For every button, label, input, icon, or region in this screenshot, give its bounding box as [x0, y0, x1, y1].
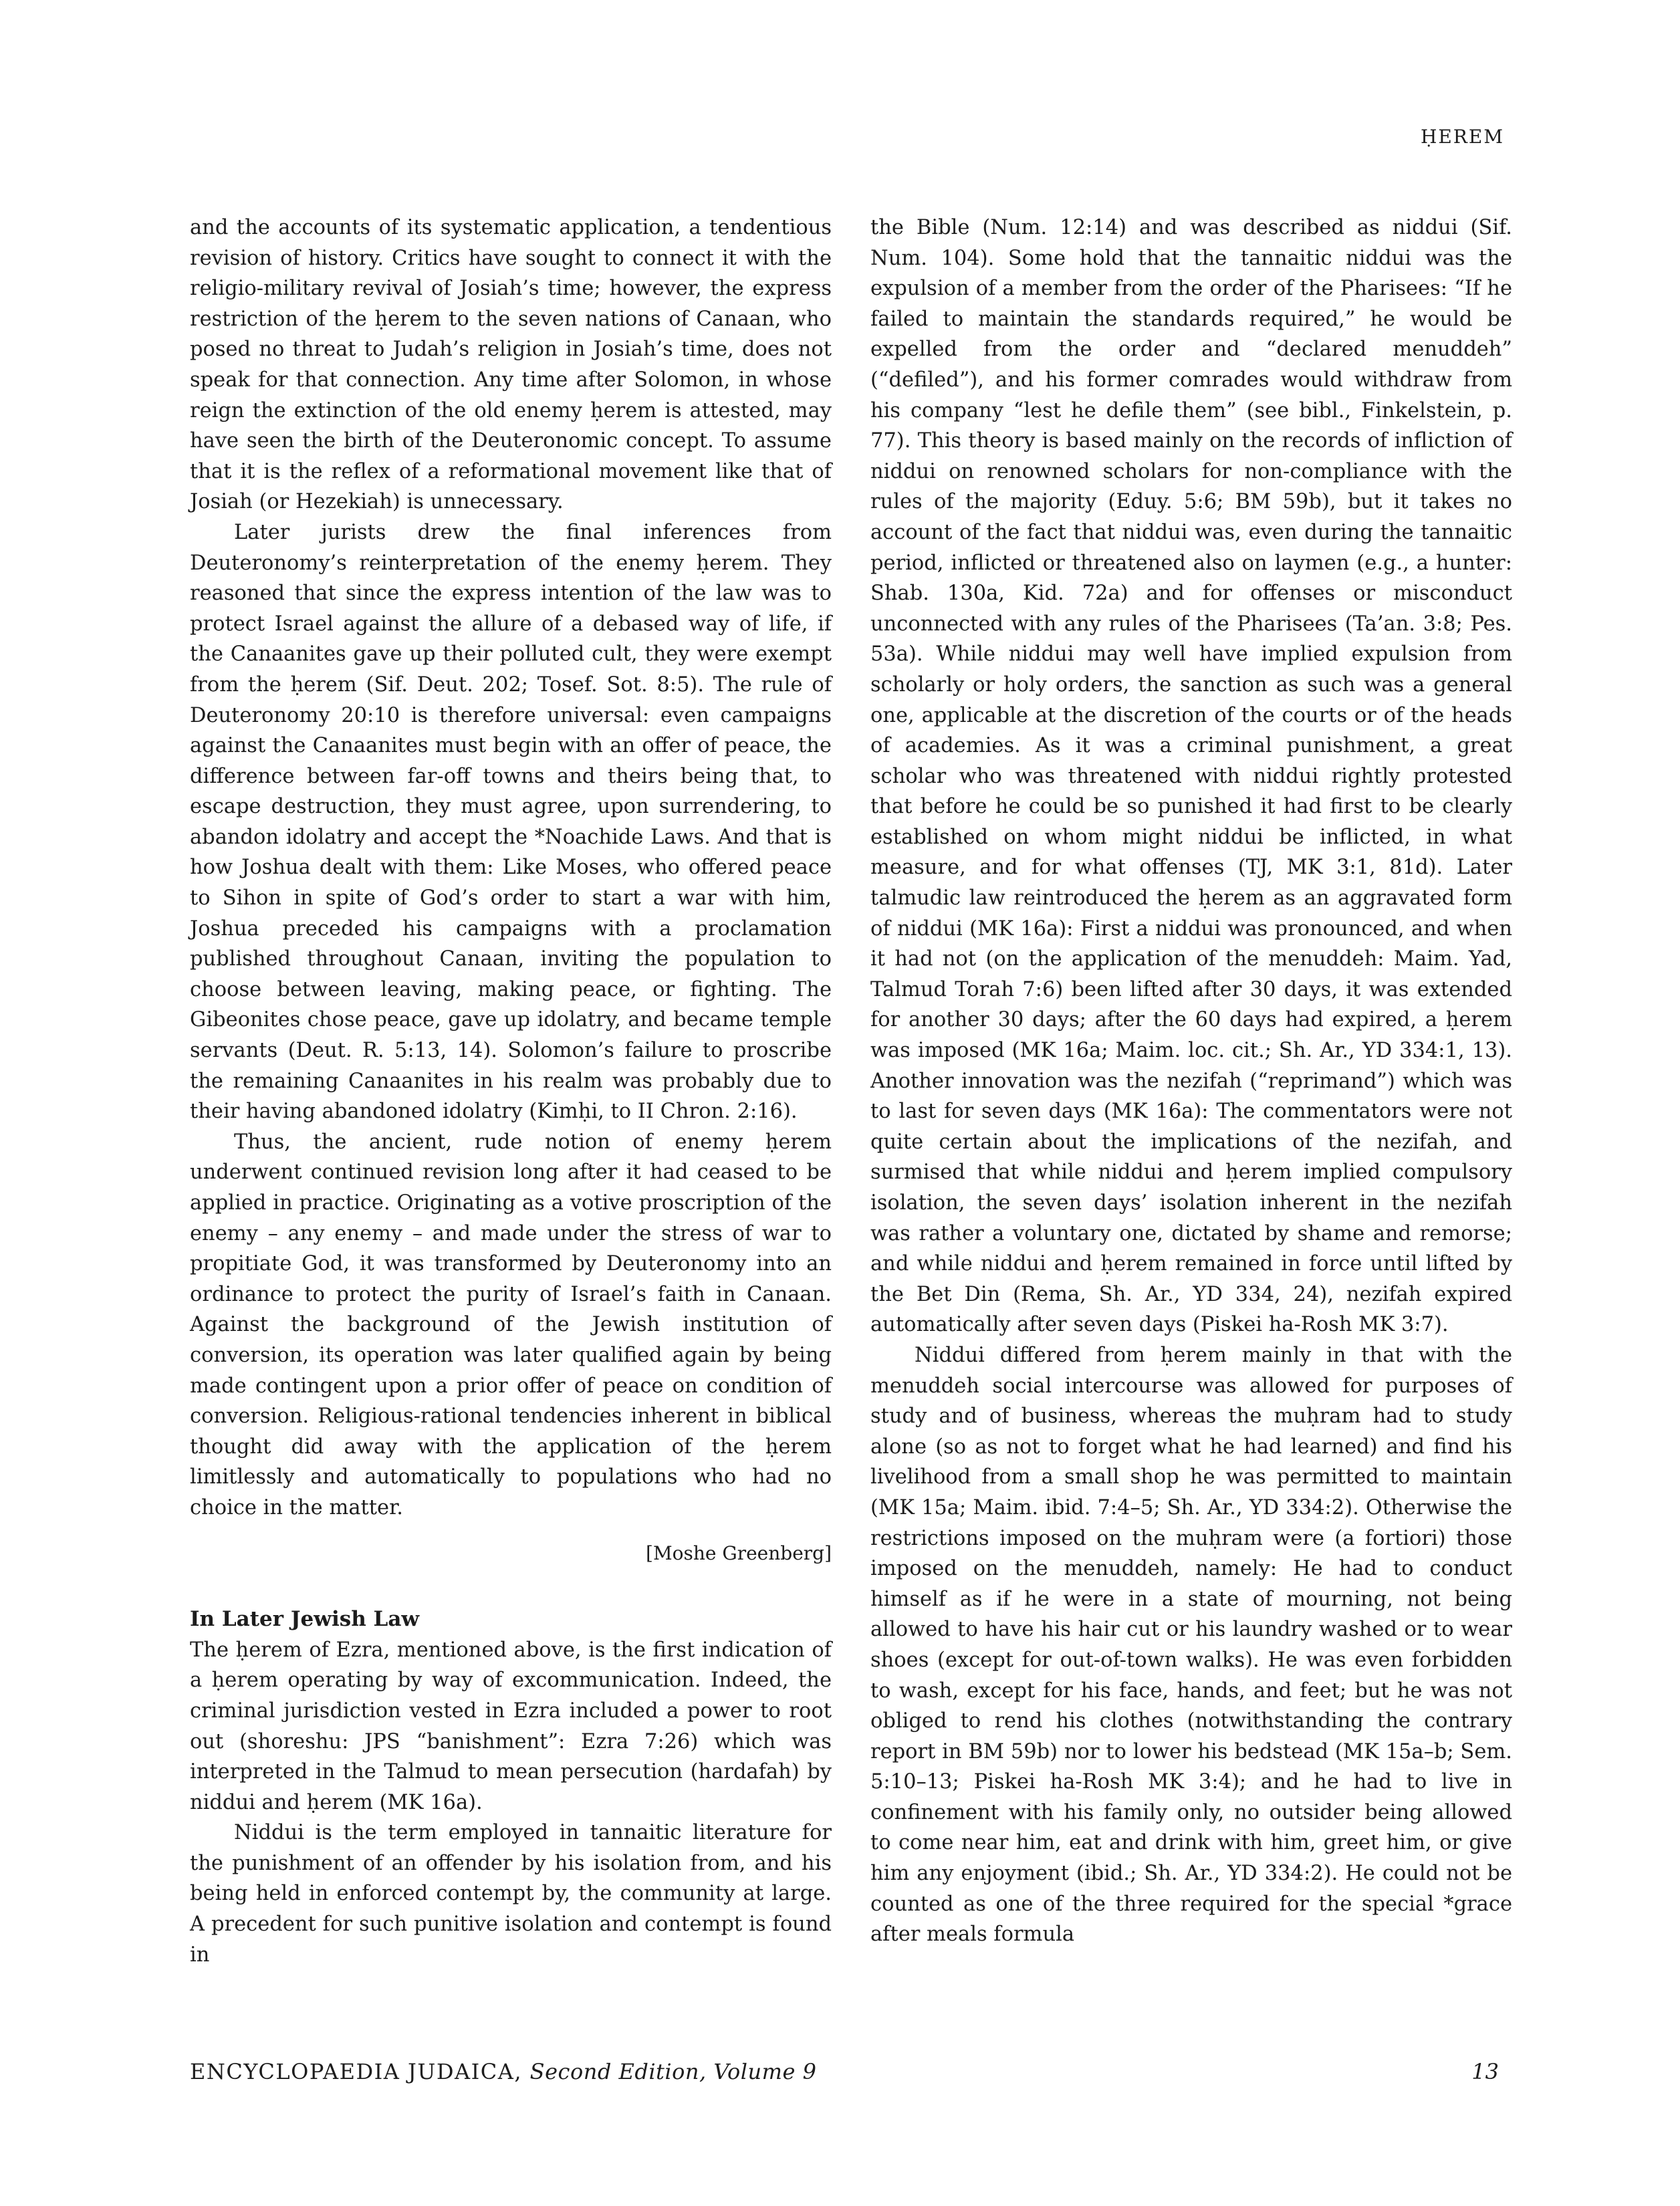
- paragraph: and the accounts of its systematic application, a tendentious revision of history. Critics have sought to connect it with the religio-military revival of Josiah’s time; however, the express restriction of the ḥerem to the seven nations of Canaan, who posed no threat to Judah’s religion in Josiah’s time, does not speak for that connection. Any time after Solomon, in whose reign the extinction of the old enemy ḥerem is attested, may have seen the birth of the Deuteronomic concept. To assume that it is the reflex of a reformational movement like that of Josiah (or Hezekiah) is unnecessary.: [190, 216, 832, 514]
- author-signature: [Moshe Greenberg]: [646, 1542, 832, 1564]
- paragraph: Thus, the ancient, rude notion of enemy ḥerem underwent continued revision long after it had ceased to be applied in practice. Originating as a votive proscription of the enemy – any enemy – and made under the stress of war to propitiate God, it was transformed by Deuteronomy into an ordinance to protect the purity of Israel’s faith in Canaan. Against the background of the Jewish institution of conversion, its operation was later qualified again by being made contingent upon a prior offer of peace on condition of conversion. Religious-rational tendencies inherent in biblical thought did away with the application of the ḥerem limitlessly and automatically to populations who had no choice in the matter.: [190, 1130, 832, 1519]
- page-number: 13: [1471, 2059, 1499, 2084]
- publication-title: ENCYCLOPAEDIA JUDAICA,: [190, 2059, 522, 2084]
- edition-volume: Second Edition, Volume 9: [529, 2059, 817, 2084]
- left-column: [190, 213, 832, 1970]
- paragraph: the Bible (Num. 12:14) and was described as niddui (Sif. Num. 104). Some hold that the tannaitic niddui was the expulsion of a member from the order of the Pharisees: “If he failed to maintain the standards required,” he would be expelled from the order and “declared menuddeh” (“defiled”), and his former comrades would withdraw from his company “lest he defile them” (see bibl., Finkelstein, p. 77). This theory is based mainly on the records of infliction of niddui on renowned scholars for non-compliance with the rules of the majority (Eduy. 5:6; BM 59b), but it takes no account of the fact that niddui was, even during the tannaitic period, inflicted or threatened also on laymen (e.g., a hunter: Shab. 130a, Kid. 72a) and for offenses or misconduct unconnected with any rules of the Pharisees (Ta’an. 3:8; Pes. 53a). While niddui may well have implied expulsion from scholarly or holy orders, the sanction as such was a general one, applicable at the discretion of the courts or of the heads of academies. As it was a criminal punishment, a great scholar who was threatened with niddui rightly protested that before he could be so punished it had first to be clearly established on whom might niddui be inflicted, in what measure, and for what offenses (TJ, MK 3:1, 81d). Later talmudic law reintroduced the ḥerem as an aggravated form of niddui (MK 16a): First a niddui was pronounced, and when it had not (on the application of the menuddeh: Maim. Yad, Talmud Torah 7:6) been lifted after 30 days, it was extended for another 30 days; after the 60 days had expired, a ḥerem was imposed (MK 16a; Maim. loc. cit.; Sh. Ar., YD 334:1, 13). Another innovation was the nezifah (“reprimand”) which was to last for seven days (MK 16a): The commentators were not quite certain about the implications of the nezifah, and surmised that while niddui and ḥerem implied compulsory isolation, the seven days’ isolation inherent in the nezifah was rather a voluntary one, dictated by shame and remorse; and while niddui and ḥerem remained in force until lifted by the Bet Din (Rema, Sh. Ar., YD 334, 24), nezifah expired automatically after seven days (Piskei ha-Rosh MK 3:7).: [870, 216, 1512, 1337]
- right-column: [870, 213, 1512, 1950]
- running-head: ḤEREM: [1420, 126, 1504, 148]
- paragraph: Niddui is the term employed in tannaitic literature for the punishment of an offender by his isolation from, and his being held in enforced contempt by, the community at large. A precedent for such punitive isolation and contempt is found in: [190, 1821, 832, 1967]
- paragraph: The ḥerem of Ezra, mentioned above, is the first indication of a ḥerem operating by way of excommunication. Indeed, the criminal jurisdiction vested in Ezra included a power to root out (shoreshu: JPS “banishment”: Ezra 7:26) which was interpreted in the Talmud to mean persecution (hardafah) by niddui and ḥerem (MK 16a).: [190, 1638, 832, 1814]
- section-heading: In Later Jewish Law: [190, 1607, 420, 1632]
- footer-publication: [190, 2059, 816, 2084]
- paragraph: Later jurists drew the final inferences from Deuteronomy’s reinterpretation of the enemy ḥerem. They reasoned that since the express intention of the law was to protect Israel against the allure of a debased way of life, if the Canaanites gave up their polluted cult, they were exempt from the ḥerem (Sif. Deut. 202; Tosef. Sot. 8:5). The rule of Deuteronomy 20:10 is therefore universal: even campaigns against the Canaanites must begin with an offer of peace, the difference between far-off towns and theirs being that, to escape destruction, they must agree, upon surrendering, to abandon idolatry and accept the *Noachide Laws. And that is how Joshua dealt with them: Like Moses, who offered peace to Sihon in spite of God’s order to start a war with him, Joshua preceded his campaigns with a proclamation published throughout Canaan, inviting the population to choose between leaving, making peace, or fighting. The Gibeonites chose peace, gave up idolatry, and became temple servants (Deut. R. 5:13, 14). Solomon’s failure to proscribe the remaining Canaanites in his realm was probably due to their having abandoned idolatry (Kimḥi, to II Chron. 2:16).: [190, 520, 832, 1124]
- paragraph: Niddui differed from ḥerem mainly in that with the menuddeh social intercourse was allowed for purposes of study and of business, whereas the muḥram had to study alone (so as not to forget what he had learned) and find his livelihood from a small shop he was permitted to maintain (MK 15a; Maim. ibid. 7:4–5; Sh. Ar., YD 334:2). Otherwise the restrictions imposed on the muḥram were (a fortiori) those imposed on the menuddeh, namely: He had to conduct himself as if he were in a state of mourning, not being allowed to have his hair cut or his laundry washed or to wear shoes (except for out-of-town walks). He was even forbidden to wash, except for his face, hands, and feet; but he was not obliged to rend his clothes (notwithstanding the contrary report in BM 59b) nor to lower his bedstead (MK 15a–b; Sem. 5:10–13; Piskei ha-Rosh MK 3:4); and he had to live in confinement with his family only, no outsider being allowed to come near him, eat and drink with him, greet him, or give him any enjoyment (ibid.; Sh. Ar., YD 334:2). He could not be counted as one of the three required for the special *grace after meals formula: [870, 1343, 1512, 1947]
